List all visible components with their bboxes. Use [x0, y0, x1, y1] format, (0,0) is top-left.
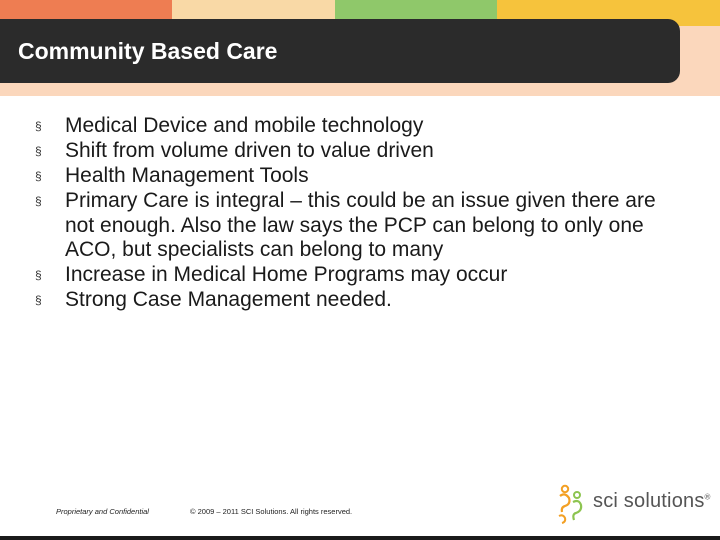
bullet-text: Medical Device and mobile technology [65, 114, 424, 137]
slide-title: Community Based Care [18, 37, 278, 64]
bullet-icon: § [35, 119, 42, 133]
bullet-text: Health Management Tools [65, 164, 309, 187]
logo-wordmark: sci solutions® [593, 490, 711, 512]
bullet-item [34, 189, 674, 263]
bullet-icon: § [35, 293, 42, 307]
copyright-notice: © 2009 – 2011 SCI Solutions. All rights reserved. [190, 507, 353, 516]
sci-solutions-logo [553, 480, 713, 528]
bullet-text: Primary Care is integral – this could be an issue given there are not enough. Also the law says the PCP can belong to only one ACO, but specialists can belong to many [65, 189, 656, 261]
bullet-icon: § [35, 194, 42, 208]
bottom-border [0, 536, 720, 540]
bullet-icon: § [35, 169, 42, 183]
bullet-text: Shift from volume driven to value driven [65, 139, 434, 162]
bullet-icon: § [35, 144, 42, 158]
bullet-item [34, 139, 674, 164]
bullet-text: Strong Case Management needed. [65, 288, 392, 311]
bullet-item [34, 114, 674, 139]
title-bar [0, 19, 680, 83]
bullet-item [34, 288, 674, 313]
bullet-icon: § [35, 268, 42, 282]
bullet-list [34, 114, 674, 313]
bullet-item [34, 263, 674, 288]
confidential-notice: Proprietary and Confidential [56, 507, 149, 516]
bullet-item [34, 164, 674, 189]
logo-figures-icon [553, 482, 593, 526]
bullet-text: Increase in Medical Home Programs may occur [65, 263, 508, 286]
